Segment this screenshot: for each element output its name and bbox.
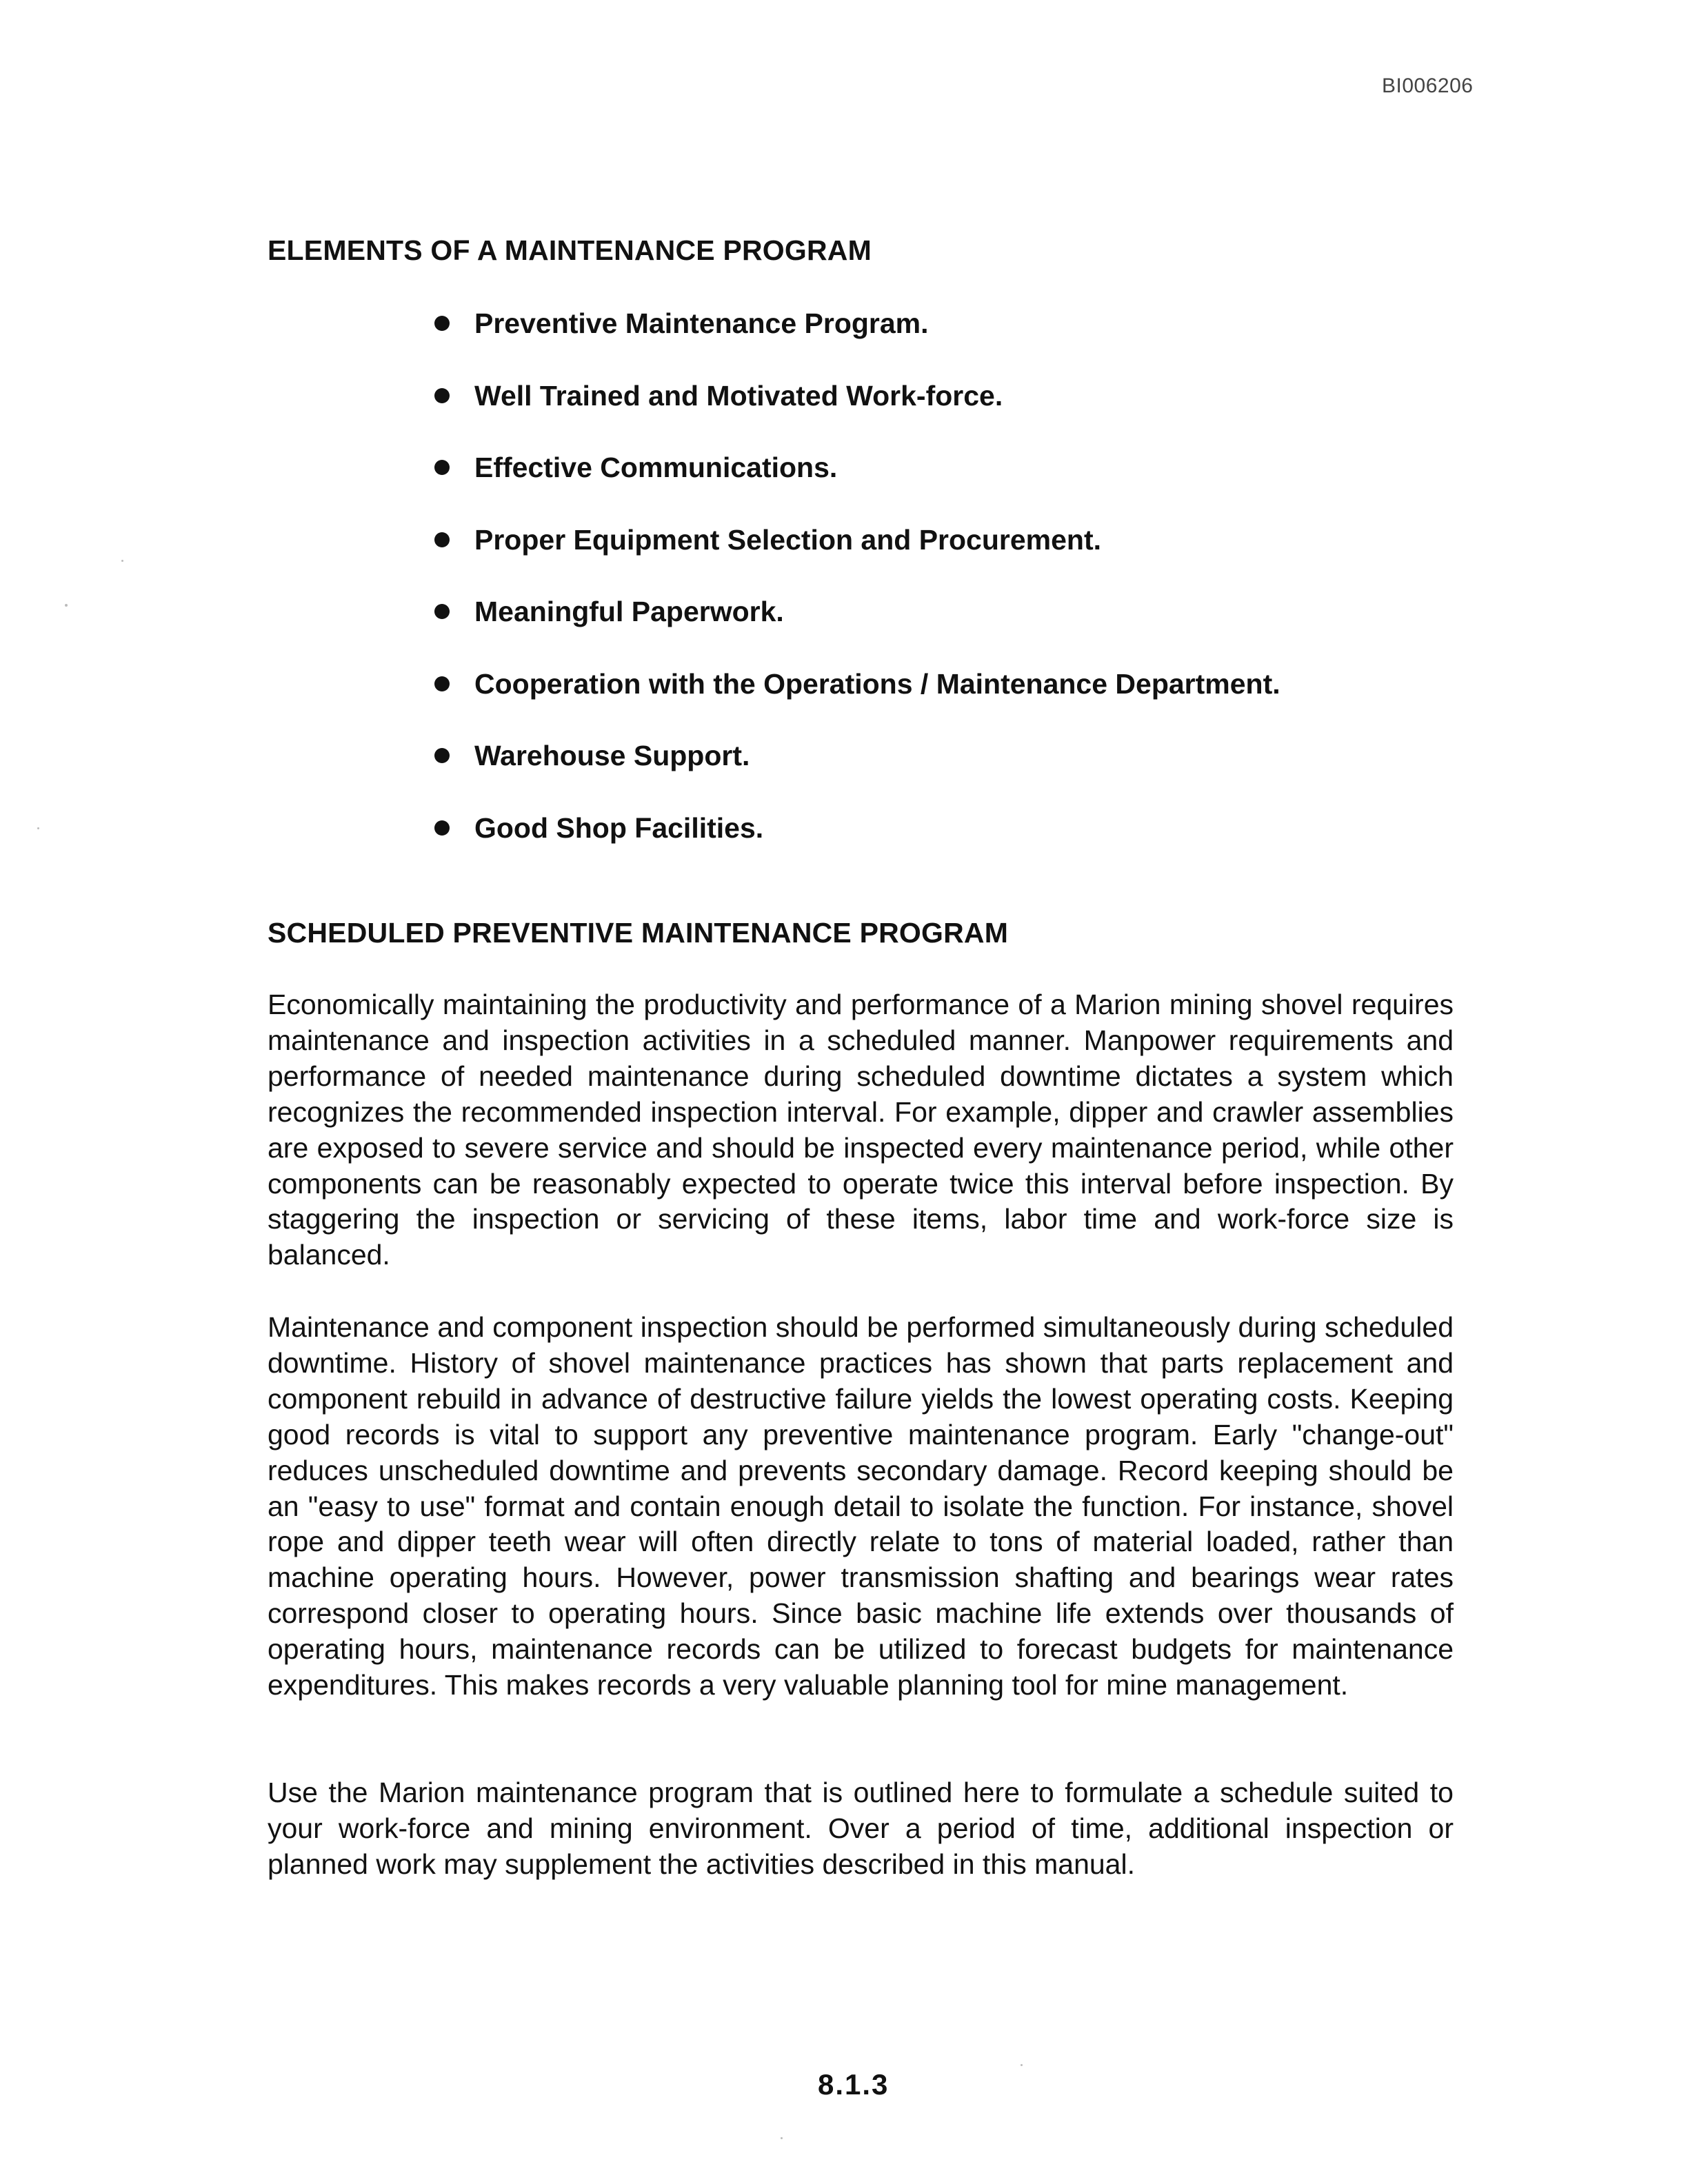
scan-speck [65, 604, 68, 607]
scan-speck [37, 827, 39, 829]
list-item [430, 594, 1465, 667]
list-item-text: Meaningful Paperwork. [474, 596, 784, 627]
bullet-icon [434, 460, 450, 475]
bullet-icon [434, 388, 450, 403]
scan-speck [1021, 2064, 1023, 2066]
list-item [430, 811, 1465, 883]
bullet-icon [434, 820, 450, 836]
bullet-icon [434, 532, 450, 547]
bullet-icon [434, 604, 450, 619]
body-paragraph: Use the Marion maintenance program that is outlined here to formulate a schedule suited to your work-force and mining environment. Over a period of time, additional inspection or planned work may supplement the activities described in this manual. [268, 1777, 1454, 1880]
list-item-text: Preventive Maintenance Program. [474, 307, 929, 339]
list-item [430, 738, 1465, 811]
bullet-icon [434, 748, 450, 763]
elements-list [430, 306, 1465, 882]
bullet-icon [434, 316, 450, 331]
body-paragraph: Maintenance and component inspection should be performed simultaneously during scheduled downtime. History of shovel maintenance practices has shown that parts replacement and component rebuild in advance of destructive failure yields the lowest operating costs. Keeping good records is vital to support any preventive maintenance program. Early "change-out" reduces unscheduled downtime and prevents secondary damage. Record keeping should be an "easy to use" format and contain enough detail to isolate the function. For instance, shovel rope and dipper teeth wear will often directly relate to tons of material loaded, rather than machine operating hours. However, power transmission shafting and bearings wear rates correspond closer to operating hours. Since basic machine life extends over thousands of operating hours, maintenance records can be utilized to forecast budgets for maintenance expenditures. This makes records a very valuable planning tool for mine management. [268, 1311, 1454, 1701]
list-item-text: Proper Equipment Selection and Procurement. [474, 523, 1102, 556]
page-number: 8.1.3 [818, 2068, 890, 2101]
list-item [430, 523, 1465, 595]
list-item [430, 450, 1465, 523]
list-item [430, 306, 1465, 378]
bullet-icon [434, 676, 450, 691]
section-heading-scheduled: SCHEDULED PREVENTIVE MAINTENANCE PROGRAM [268, 917, 1009, 949]
body-paragraph: Economically maintaining the productivity and performance of a Marion mining shovel requires maintenance and inspection activities in a scheduled manner. Manpower requirements and performance of needed maintenance during scheduled downtime dictates a system which recognizes the recommended inspection interval. For example, dipper and crawler assemblies are exposed to severe service and should be inspected every maintenance period, while other components can be reasonably expected to operate twice this interval before inspection. By staggering the inspection or servicing of these items, labor time and work-force size is balanced. [268, 989, 1454, 1271]
list-item-text: Cooperation with the Operations / Maintenance Department. [474, 667, 1280, 700]
list-item [430, 378, 1465, 451]
scan-speck [121, 560, 123, 562]
list-item-text: Good Shop Facilities. [474, 811, 764, 844]
scan-speck [781, 2137, 783, 2139]
section-heading-elements: ELEMENTS OF A MAINTENANCE PROGRAM [268, 234, 872, 266]
list-item [430, 667, 1465, 739]
list-item-text: Well Trained and Motivated Work-force. [474, 379, 1003, 412]
document-id: BI006206 [1382, 74, 1474, 97]
list-item-text: Warehouse Support. [474, 740, 750, 771]
list-item-text: Effective Communications. [474, 452, 838, 483]
